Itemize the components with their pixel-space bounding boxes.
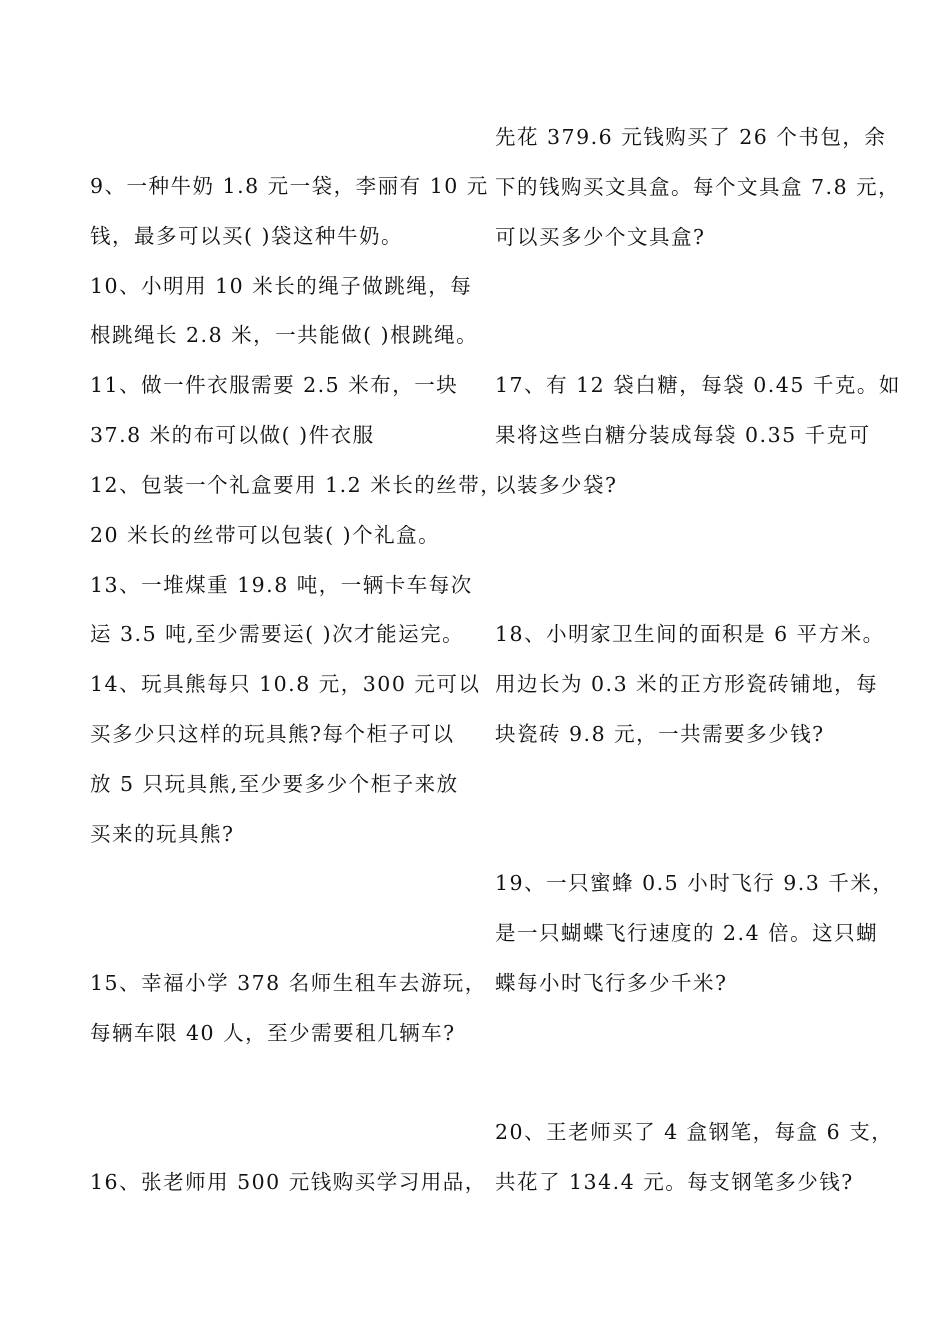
q10-line-2: 根跳绳长 2.8 米，一共能做( )根跳绳。 xyxy=(90,323,479,347)
q15-line-2: 每辆车限 40 人，至少需要租几辆车? xyxy=(90,1021,456,1045)
q20-line-1: 20、王老师买了 4 盒钢笔，每盒 6 支， xyxy=(495,1120,894,1144)
q19-line-3: 蝶每小时飞行多少千米? xyxy=(495,971,728,995)
q16-line-4: 可以买多少个文具盒? xyxy=(495,225,706,249)
q14-line-3: 放 5 只玩具熊,至少要多少个柜子来放 xyxy=(90,772,459,796)
q14-line-2: 买多少只这样的玩具熊?每个柜子可以 xyxy=(90,722,455,746)
q14-line-1: 14、玩具熊每只 10.8 元，300 元可以 xyxy=(90,672,481,696)
q18-line-2: 用边长为 0.3 米的正方形瓷砖铺地，每 xyxy=(495,672,879,696)
q10-line-1: 10、小明用 10 米长的绳子做跳绳，每 xyxy=(90,274,473,298)
q11-line-2: 37.8 米的布可以做( )件衣服 xyxy=(90,423,375,447)
q20-line-2: 共花了 134.4 元。每支钢笔多少钱? xyxy=(495,1170,854,1194)
q18-line-3: 块瓷砖 9.8 元，一共需要多少钱? xyxy=(495,722,825,746)
q17-line-1: 17、有 12 袋白糖，每袋 0.45 千克。如 xyxy=(495,373,901,397)
q17-line-3: 以装多少袋? xyxy=(495,473,618,497)
q12-line-1: 12、包装一个礼盒要用 1.2 米长的丝带， xyxy=(90,473,503,497)
q11-line-1: 11、做一件衣服需要 2.5 米布，一块 xyxy=(90,373,459,397)
q12-line-2: 20 米长的丝带可以包装( )个礼盒。 xyxy=(90,523,441,547)
q16-line-1: 16、张老师用 500 元钱购买学习用品， xyxy=(90,1170,487,1194)
q14-line-4: 买来的玩具熊? xyxy=(90,822,235,846)
q19-line-2: 是一只蝴蝶飞行速度的 2.4 倍。这只蝴 xyxy=(495,921,879,945)
q13-line-2: 运 3.5 吨,至少需要运( )次才能运完。 xyxy=(90,622,465,646)
q9-line-1: 9、一种牛奶 1.8 元一袋，李丽有 10 元 xyxy=(90,174,489,198)
q18-line-1: 18、小明家卫生间的面积是 6 平方米。 xyxy=(495,622,885,646)
q15-line-1: 15、幸福小学 378 名师生租车去游玩， xyxy=(90,971,487,995)
q13-line-1: 13、一堆煤重 19.8 吨，一辆卡车每次 xyxy=(90,573,473,597)
q19-line-1: 19、一只蜜蜂 0.5 小时飞行 9.3 千米， xyxy=(495,871,895,895)
q16-line-3: 下的钱购买文具盒。每个文具盒 7.8 元， xyxy=(495,175,901,199)
q16-line-2: 先花 379.6 元钱购买了 26 个书包，余 xyxy=(495,125,887,149)
q17-line-2: 果将这些白糖分装成每袋 0.35 千克可 xyxy=(495,423,871,447)
q9-line-2: 钱，最多可以买( )袋这种牛奶。 xyxy=(90,224,404,248)
